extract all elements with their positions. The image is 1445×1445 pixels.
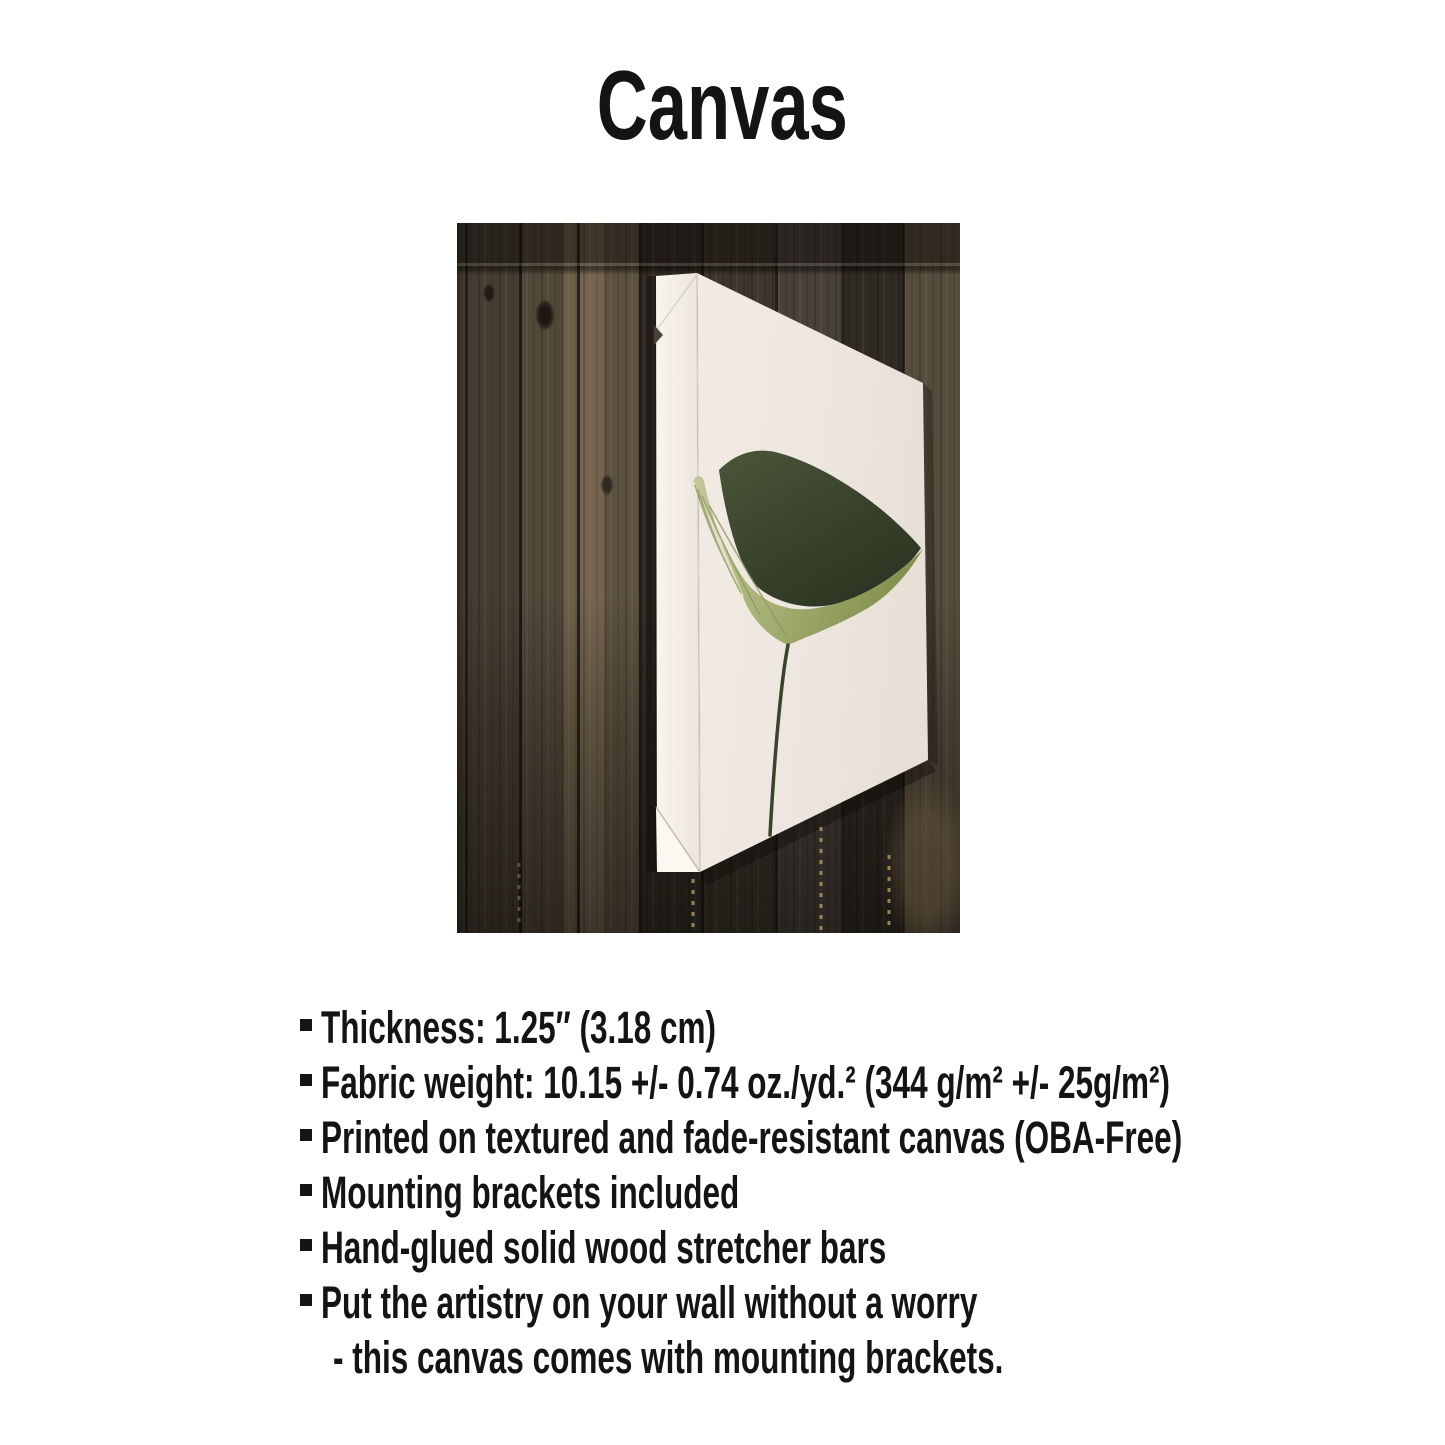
product-photo: [457, 223, 960, 933]
page-title: [0, 50, 1445, 160]
spec-row: [300, 1165, 1445, 1220]
canvas-print-illustration: [457, 223, 960, 933]
spec-text: - this canvas comes with mounting brackets.: [333, 1332, 1004, 1383]
bullet-square-icon: [300, 1129, 312, 1141]
spec-row: [300, 1055, 1445, 1110]
bullet-square-icon: [300, 1074, 312, 1086]
spec-row: [300, 1220, 1445, 1275]
page-title-text: Canvas: [596, 50, 849, 160]
spec-row: [300, 1330, 1445, 1385]
spec-row: [300, 1000, 1445, 1055]
bullet-square-icon: [300, 1019, 312, 1031]
spec-row: [300, 1110, 1445, 1165]
spec-text: Fabric weight: 10.15 +/- 0.74 oz./yd.² (344 g/m² +/- 25g/m²): [321, 1057, 1171, 1108]
spec-text: Hand-glued solid wood stretcher bars: [321, 1222, 887, 1273]
bullet-square-icon: [300, 1294, 312, 1306]
spec-text: Thickness: 1.25″ (3.18 cm): [321, 1002, 717, 1053]
canvas-side-face: [656, 273, 700, 872]
spec-text: Mounting brackets included: [321, 1167, 740, 1218]
spec-text: Printed on textured and fade-resistant canvas (OBA-Free): [321, 1112, 1183, 1163]
spec-text: Put the artistry on your wall without a worry: [321, 1277, 978, 1328]
bullet-square-icon: [300, 1239, 312, 1251]
spec-list: [300, 1000, 1445, 1385]
bullet-square-icon: [300, 1184, 312, 1196]
spec-row: [300, 1275, 1445, 1330]
canvas-left-shadow: [647, 276, 657, 872]
